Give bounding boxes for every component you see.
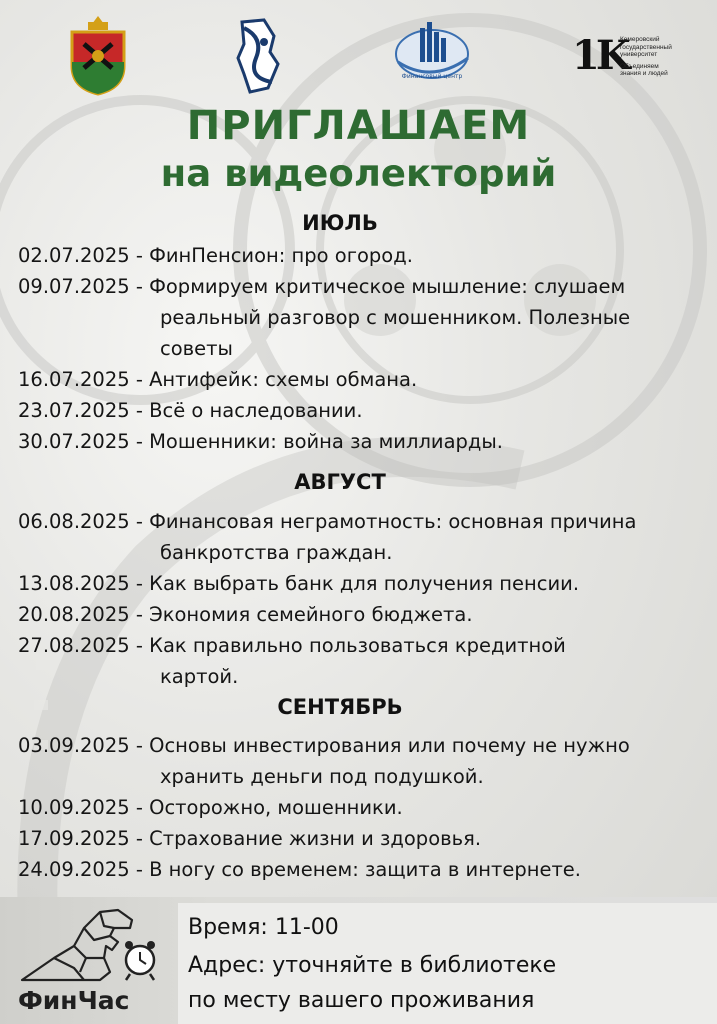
event-item: [18, 240, 413, 271]
event-date: 27.08.2025 -: [18, 634, 143, 657]
event-item: [18, 730, 630, 792]
month-heading-july: ИЮЛЬ: [302, 211, 378, 235]
event-item: [18, 630, 566, 692]
event-title: Финансовая неграмотность: основная причина: [149, 510, 637, 533]
event-title-cont: советы: [160, 337, 233, 360]
event-title: Страхование жизни и здоровья.: [149, 827, 482, 850]
event-title-cont: хранить деньги под подушкой.: [160, 765, 484, 788]
event-title: Всё о наследовании.: [149, 399, 363, 422]
logo3-text: Финансовый центр: [401, 73, 463, 80]
event-item: [18, 426, 503, 457]
kemsu-line3: университет: [620, 51, 658, 58]
event-item: [18, 854, 581, 885]
kemsu-logo: [572, 34, 682, 94]
kemsu-mark: 1K: [572, 32, 627, 79]
event-date: 17.09.2025 -: [18, 827, 143, 850]
event-date: 24.09.2025 -: [18, 858, 143, 881]
kemsu-line1: Кемеровский: [620, 36, 660, 43]
event-date: 02.07.2025 -: [18, 244, 143, 267]
region-map-logo: [234, 18, 280, 94]
kuzbass-coat-of-arms-logo: [66, 14, 130, 96]
month-heading-august: АВГУСТ: [294, 470, 386, 494]
title-invite: ПРИГЛАШАЕМ: [186, 103, 531, 149]
event-title-cont: картой.: [160, 665, 239, 688]
event-date: 16.07.2025 -: [18, 368, 143, 391]
event-title: Как выбрать банк для получения пенсии.: [149, 572, 580, 595]
kemsu-line4: Объединяем: [620, 62, 659, 70]
event-title: ФинПенсион: про огород.: [149, 244, 413, 267]
address-line1: Адрес: уточняйте в библиотеке: [188, 953, 557, 978]
event-item: [18, 823, 481, 854]
event-title-cont: реальный разговор с мошенником. Полезные: [160, 306, 631, 329]
event-title: Формируем критическое мышление: слушаем: [149, 275, 626, 298]
logos-row: [0, 14, 717, 104]
event-title: Антифейк: схемы обмана.: [149, 368, 418, 391]
event-date: 20.08.2025 -: [18, 603, 143, 626]
event-item: [18, 792, 403, 823]
kemsu-line2: государственный: [620, 43, 672, 51]
event-item: [18, 271, 630, 364]
event-title: В ногу со временем: защита в интернете.: [149, 858, 581, 881]
dinosaur-alarm-clock-icon: [14, 906, 164, 986]
event-item: [18, 395, 363, 426]
event-title: Мошенники: война за миллиарды.: [149, 430, 503, 453]
event-item: [18, 599, 473, 630]
address-line2: по месту вашего проживания: [188, 988, 535, 1013]
financial-center-logo: [392, 18, 472, 88]
event-title: Экономия семейного бюджета.: [149, 603, 473, 626]
event-title: Как правильно пользоваться кредитной: [149, 634, 566, 657]
event-date: 23.07.2025 -: [18, 399, 143, 422]
event-item: [18, 364, 417, 395]
event-date: 03.09.2025 -: [18, 734, 143, 757]
event-item: [18, 568, 579, 599]
month-heading-september: СЕНТЯБРЬ: [277, 695, 403, 719]
event-date: 06.08.2025 -: [18, 510, 143, 533]
event-title: Основы инвестирования или почему не нужно: [149, 734, 630, 757]
event-date: 13.08.2025 -: [18, 572, 143, 595]
event-item: [18, 506, 637, 568]
title-video-lectures: на видеолекторий: [160, 152, 557, 195]
finchas-brand: ФинЧас: [18, 986, 130, 1015]
kemsu-line5: знания и людей: [620, 70, 668, 77]
event-title: Осторожно, мошенники.: [149, 796, 403, 819]
event-date: 30.07.2025 -: [18, 430, 143, 453]
time-info: Время: 11-00: [188, 915, 339, 940]
event-title-cont: банкротства граждан.: [160, 541, 393, 564]
event-date: 09.07.2025 -: [18, 275, 143, 298]
event-date: 10.09.2025 -: [18, 796, 143, 819]
